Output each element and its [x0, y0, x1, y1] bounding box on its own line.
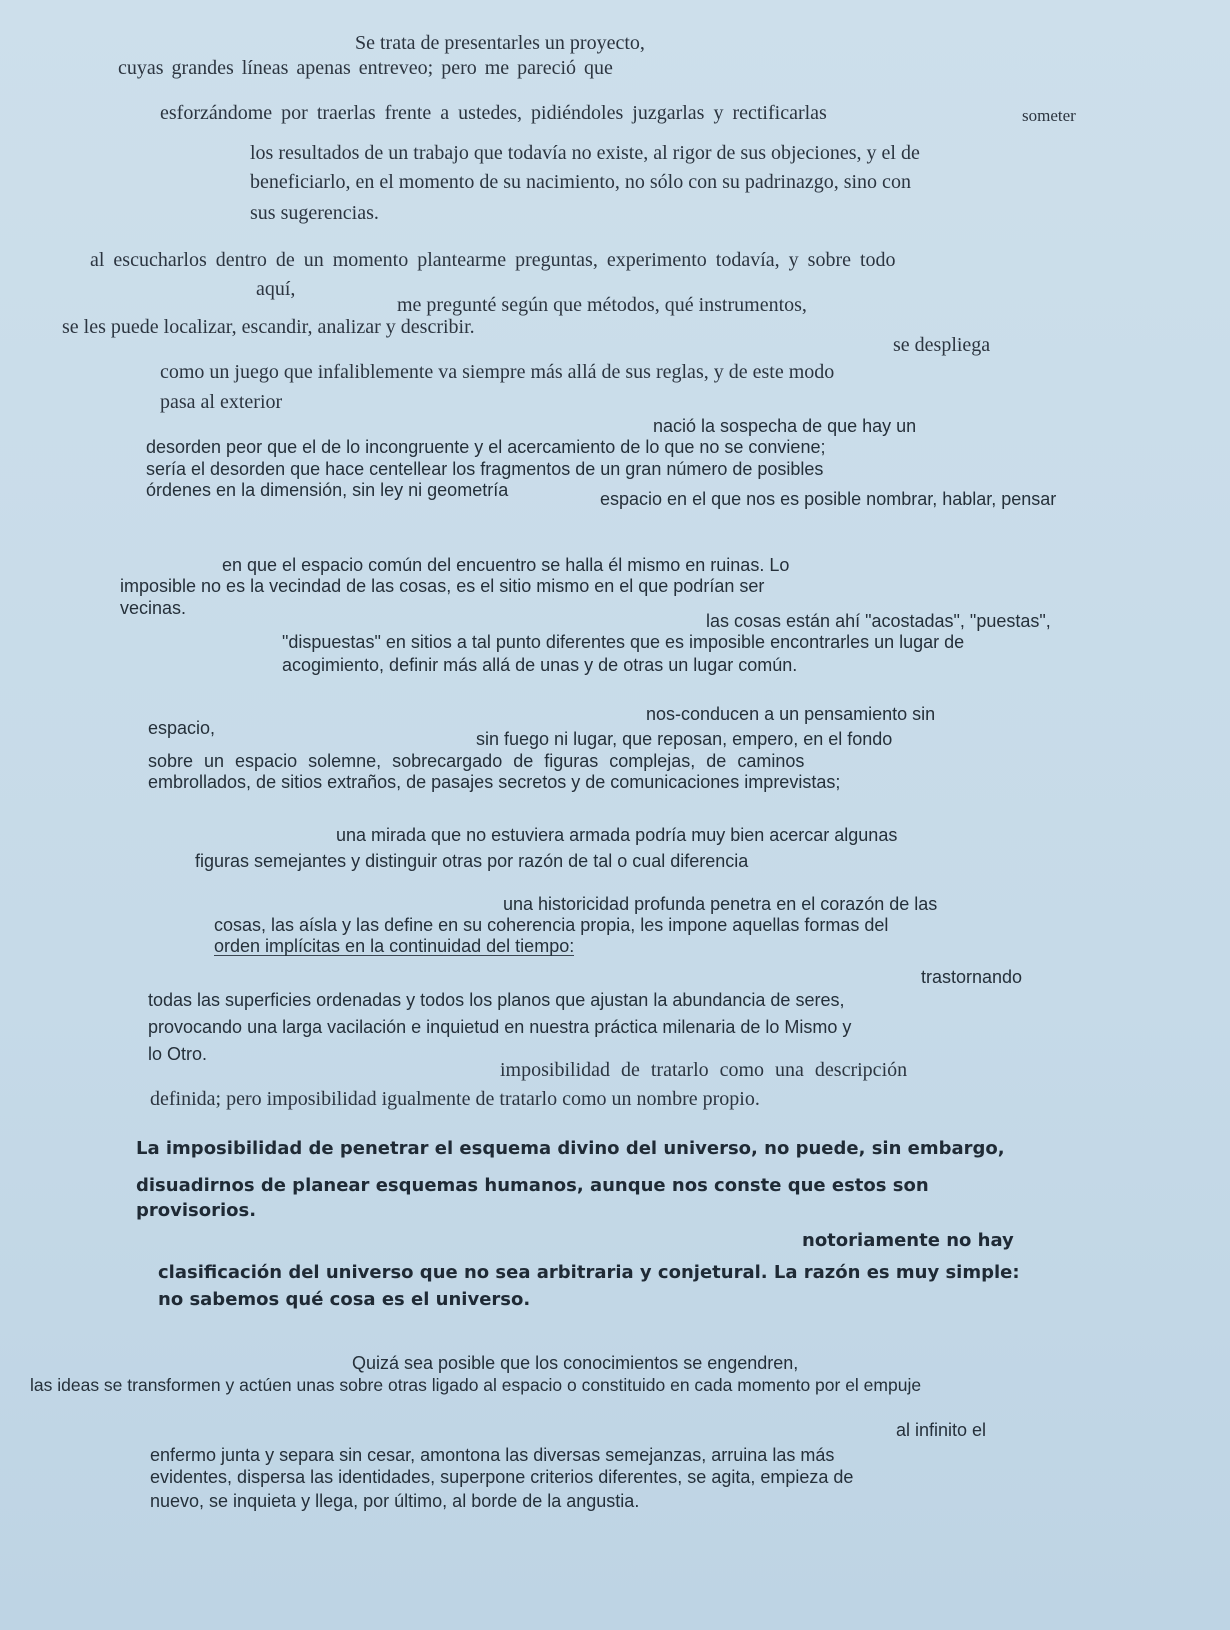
text-line: notoriamente no hay	[802, 1230, 1014, 1251]
text-line: imposibilidad de tratarlo como una descripción	[500, 1059, 908, 1081]
text-line: disuadirnos de planear esquemas humanos, aunque nos conste que estos son	[136, 1175, 929, 1196]
text-line: La imposibilidad de penetrar el esquema divino del universo, no puede, sin embargo,	[136, 1138, 1005, 1159]
text-line: lo Otro.	[148, 1044, 208, 1064]
text-line: nos-conducen a un pensamiento sin	[646, 704, 936, 724]
text-line: provocando una larga vacilación e inquietud en nuestra práctica milenaria de lo Mismo y	[148, 1017, 852, 1037]
text-line: Quizá sea posible que los conocimientos se engendren,	[352, 1353, 799, 1373]
text-line: nació la sospecha de que hay un	[653, 416, 917, 436]
text-line: sería el desorden que hace centellear los fragmentos de un gran número de posibles	[146, 459, 824, 479]
text-line: los resultados de un trabajo que todavía no existe, al rigor de sus objeciones, y el de	[250, 142, 920, 164]
text-line: embrollados, de sitios extraños, de pasajes secretos y de comunicaciones imprevistas;	[148, 772, 841, 792]
text-line: una mirada que no estuviera armada podría muy bien acercar algunas	[336, 825, 898, 845]
text-line: espacio,	[148, 718, 216, 738]
text-line: no sabemos qué cosa es el universo.	[158, 1289, 531, 1310]
text-line: figuras semejantes y distinguir otras por razón de tal o cual diferencia	[195, 851, 749, 871]
text-line: cuyas grandes líneas apenas entreveo; pero me pareció que	[118, 57, 613, 79]
text-line: nuevo, se inquieta y llega, por último, al borde de la angustia.	[150, 1491, 640, 1511]
text-line: desorden peor que el de lo incongruente y el acercamiento de lo que no se conviene;	[146, 437, 826, 457]
text-line: clasificación del universo que no sea arbitraria y conjetural. La razón es muy simple:	[158, 1262, 1020, 1283]
text-line: acogimiento, definir más allá de unas y de otras un lugar común.	[282, 655, 798, 675]
text-line: me pregunté según que métodos, qué instrumentos,	[397, 294, 807, 316]
text-line: aquí,	[256, 278, 296, 300]
text-line: orden implícitas en la continuidad del tiempo:	[214, 936, 575, 956]
text-line: se despliega	[893, 334, 991, 356]
text-line: como un juego que infaliblemente va siempre más allá de sus reglas, y de este modo	[160, 361, 835, 383]
text-line: Se trata de presentarles un proyecto,	[355, 32, 645, 54]
text-line: espacio en el que nos es posible nombrar, hablar, pensar	[600, 489, 1057, 509]
text-line: en que el espacio común del encuentro se halla él mismo en ruinas. Lo	[222, 555, 790, 575]
text-line: enfermo junta y separa sin cesar, amontona las diversas semejanzas, arruina las más	[150, 1445, 835, 1465]
text-line: una historicidad profunda penetra en el corazón de las	[503, 894, 938, 914]
text-line: someter	[1022, 106, 1076, 125]
text-line: cosas, las aísla y las define en su coherencia propia, les impone aquellas formas del	[214, 915, 889, 935]
text-line: "dispuestas" en sitios a tal punto diferentes que es imposible encontrarles un lugar de	[282, 632, 965, 652]
text-line: evidentes, dispersa las identidades, superpone criterios diferentes, se agita, empieza de	[150, 1467, 854, 1487]
text-line: todas las superficies ordenadas y todos los planos que ajustan la abundancia de seres,	[148, 990, 845, 1010]
text-line: definida; pero imposibilidad igualmente de tratarlo como un nombre propio.	[150, 1088, 760, 1110]
text-line: al infinito el	[896, 1420, 987, 1440]
text-line: las cosas están ahí "acostadas", "puestas",	[706, 611, 1051, 631]
text-line: se les puede localizar, escandir, analizar y describir.	[62, 316, 475, 338]
text-line: sobre un espacio solemne, sobrecargado de figuras complejas, de caminos	[148, 751, 805, 771]
text-line: pasa al exterior	[160, 391, 283, 413]
text-line: órdenes en la dimensión, sin ley ni geometría	[146, 480, 509, 500]
text-line: las ideas se transformen y actúen unas sobre otras ligado al espacio o constituido en cada momento por el empuje	[30, 1375, 922, 1395]
text-line: trastornando	[921, 967, 1023, 987]
text-line: al escucharlos dentro de un momento plantearme preguntas, experimento todavía, y sobre todo	[90, 249, 896, 271]
text-line: provisorios.	[136, 1200, 257, 1221]
text-line: imposible no es la vecindad de las cosas, es el sitio mismo en el que podrían ser	[120, 576, 765, 596]
text-line: sus sugerencias.	[250, 202, 379, 224]
text-line: beneficiarlo, en el momento de su nacimiento, no sólo con su padrinazgo, sino con	[250, 171, 911, 193]
text-line: sin fuego ni lugar, que reposan, empero, en el fondo	[476, 729, 893, 749]
text-line: esforzándome por traerlas frente a ustedes, pidiéndoles juzgarlas y rectificarlas	[160, 102, 827, 124]
text-line: vecinas.	[120, 598, 187, 618]
